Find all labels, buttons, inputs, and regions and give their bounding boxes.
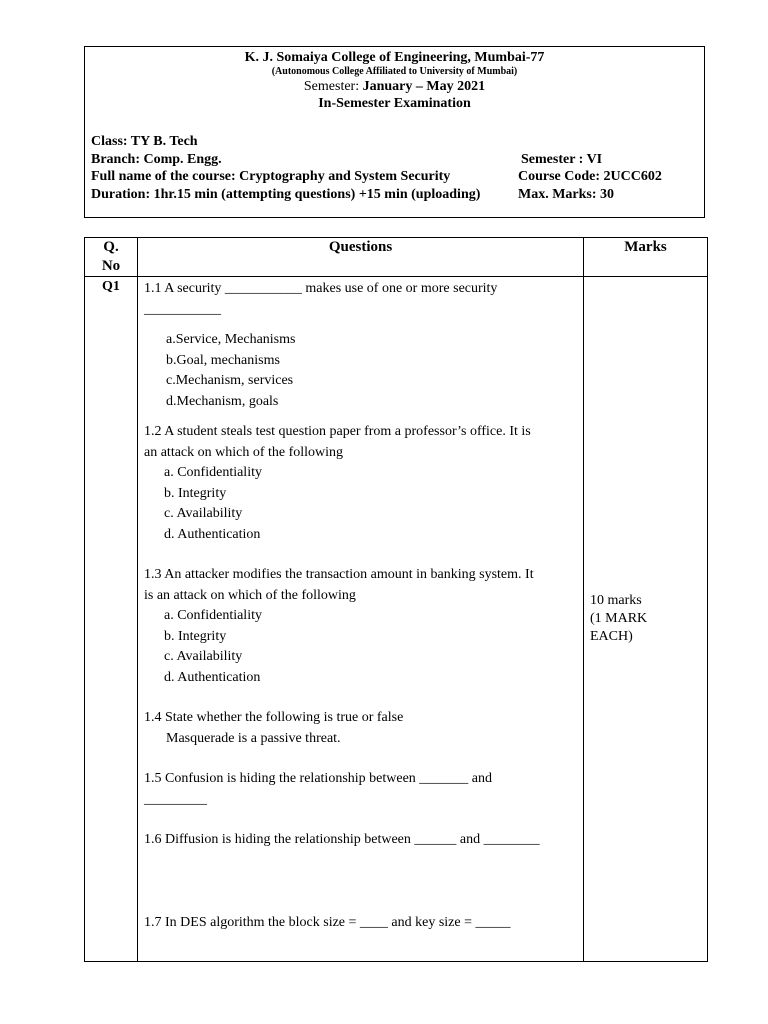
- q1-2-option-a: a. Confidentiality: [164, 465, 262, 480]
- table-header-row: [85, 238, 708, 277]
- q1-5-text: 1.5 Confusion is hiding the relationship between _______ and: [144, 771, 493, 786]
- q1-2-option-c: c. Availability: [164, 506, 243, 521]
- marks-line-3: EACH): [590, 629, 633, 644]
- exam-title: In-Semester Examination: [318, 96, 471, 111]
- qno-header-line2: No: [101, 258, 121, 274]
- q1-1-option-a: a.Service, Mechanisms: [166, 332, 296, 347]
- table-row: [85, 277, 708, 962]
- q1-3-option-c: c. Availability: [164, 649, 243, 664]
- q1-2-option-b: b. Integrity: [164, 485, 227, 501]
- marks-header: Marks: [584, 238, 708, 277]
- questions-table: [84, 237, 708, 962]
- marks-line-2: (1 MARK: [590, 611, 648, 626]
- marks-line-1: 10 marks: [590, 593, 642, 608]
- q1-6-text: 1.6 Diffusion is hiding the relationship between ______ and ________: [144, 832, 540, 847]
- college-affiliation: (Autonomous College Affiliated to University of Mumbai): [271, 66, 518, 77]
- qno-header: [85, 238, 138, 277]
- q1-4-statement: Masquerade is a passive threat.: [166, 730, 341, 746]
- q1-1-option-b: b.Goal, mechanisms: [166, 352, 280, 368]
- q1-5-blank: _________: [144, 791, 207, 807]
- q1-1-text: 1.1 A security ___________ makes use of one or more security: [144, 281, 498, 296]
- college-name: K. J. Somaiya College of Engineering, Mumbai-77: [244, 50, 545, 65]
- question-number: Q1: [85, 277, 138, 962]
- q1-3-option-d: d. Authentication: [164, 669, 261, 685]
- q1-3-text-cont: is an attack on which of the following: [144, 587, 356, 603]
- semester-label: Semester:: [303, 79, 363, 94]
- qno-header-line1: Q.: [103, 239, 119, 255]
- semester-value: January – May 2021: [362, 79, 486, 94]
- questions-cell: [138, 277, 584, 962]
- q1-1-blank: ___________: [144, 301, 221, 317]
- q1-2-text: 1.2 A student steals test question paper from a professor’s office. It is: [144, 424, 531, 439]
- semester-line: [85, 78, 704, 95]
- branch-label: Branch: Comp. Engg.: [91, 151, 222, 167]
- q1-1-option-d: d.Mechanism, goals: [166, 393, 279, 409]
- exam-header-box: [84, 46, 705, 218]
- q1-2-text-cont: an attack on which of the following: [144, 444, 344, 460]
- marks-cell: [584, 277, 708, 962]
- q1-1-option-c: c.Mechanism, services: [166, 373, 294, 388]
- class-label: Class: TY B. Tech: [91, 134, 198, 149]
- q1-4-text: 1.4 State whether the following is true or false: [144, 710, 404, 725]
- max-marks: Max. Marks: 30: [518, 186, 615, 202]
- course-code: Course Code: 2UCC602: [518, 169, 662, 184]
- q1-7-text: 1.7 In DES algorithm the block size = ____ and key size = _____: [144, 914, 511, 930]
- course-name: Full name of the course: Cryptography and System Security: [91, 169, 451, 184]
- semester-number: Semester : VI: [521, 151, 603, 167]
- q1-3-option-b: b. Integrity: [164, 628, 227, 644]
- exam-info: [91, 133, 696, 203]
- questions-header: Questions: [138, 238, 584, 277]
- q1-3-option-a: a. Confidentiality: [164, 608, 262, 623]
- duration: Duration: 1hr.15 min (attempting questions) +15 min (uploading): [91, 186, 481, 202]
- q1-3-text: 1.3 An attacker modifies the transaction amount in banking system. It: [144, 567, 534, 582]
- q1-2-option-d: d. Authentication: [164, 526, 261, 542]
